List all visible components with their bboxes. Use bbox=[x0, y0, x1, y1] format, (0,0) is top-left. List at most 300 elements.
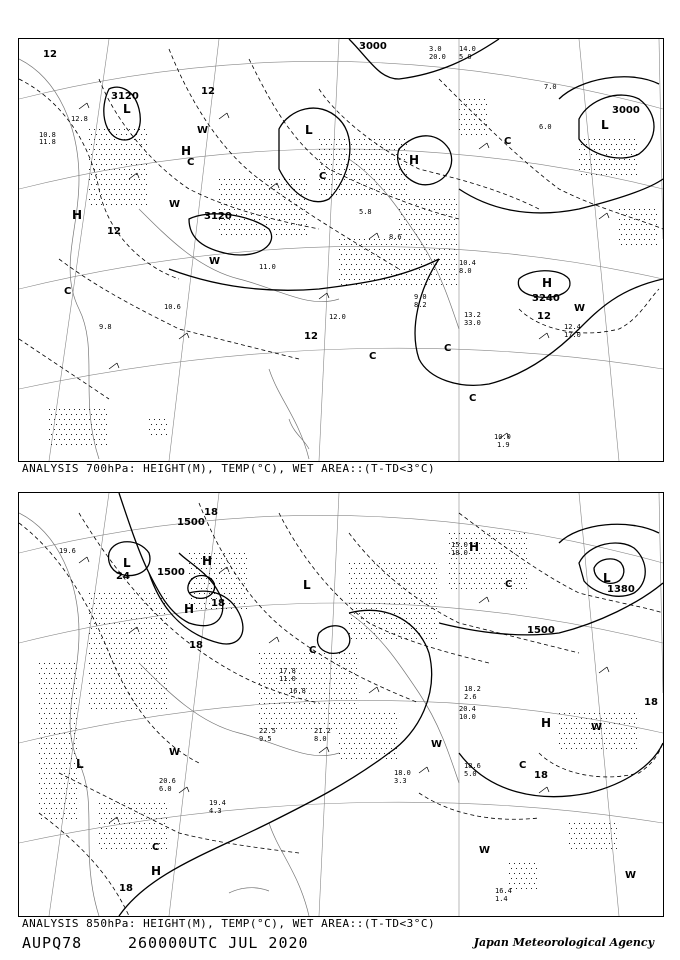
wet-dot bbox=[449, 573, 450, 574]
wet-dot bbox=[454, 219, 455, 220]
wet-dot bbox=[376, 718, 377, 719]
wet-dot bbox=[319, 673, 320, 674]
wet-dot bbox=[246, 204, 247, 205]
wet-dot bbox=[609, 723, 610, 724]
wet-dot bbox=[451, 568, 452, 569]
wet-dot bbox=[351, 578, 352, 579]
wet-dot bbox=[156, 688, 157, 689]
wet-dot bbox=[164, 813, 165, 814]
wet-dot bbox=[326, 708, 327, 709]
wet-dot bbox=[391, 174, 392, 175]
wet-dot bbox=[481, 124, 482, 125]
wet-dot bbox=[369, 179, 370, 180]
wet-dot bbox=[361, 274, 362, 275]
wet-dot bbox=[434, 583, 435, 584]
wet-dot bbox=[121, 668, 122, 669]
wet-dot bbox=[629, 139, 630, 140]
wet-dot bbox=[144, 813, 145, 814]
wet-dot bbox=[61, 668, 62, 669]
wet-dot bbox=[619, 169, 620, 170]
wet-dot bbox=[604, 139, 605, 140]
wet-dot bbox=[439, 239, 440, 240]
wet-dot bbox=[154, 813, 155, 814]
wet-dot bbox=[429, 563, 430, 564]
wet-dot bbox=[341, 194, 342, 195]
wet-dot bbox=[404, 259, 405, 260]
wet-dot bbox=[451, 204, 452, 205]
wet-dot bbox=[424, 583, 425, 584]
wet-dot bbox=[621, 154, 622, 155]
wet-dot bbox=[379, 249, 380, 250]
wet-dot bbox=[326, 688, 327, 689]
wet-dot bbox=[599, 139, 600, 140]
wet-dot bbox=[406, 264, 407, 265]
wet-dot bbox=[69, 663, 70, 664]
wet-dot bbox=[346, 144, 347, 145]
wet-dot bbox=[331, 728, 332, 729]
wet-dot bbox=[471, 538, 472, 539]
wet-dot bbox=[399, 583, 400, 584]
wet-dot bbox=[141, 668, 142, 669]
wet-dot bbox=[134, 633, 135, 634]
wet-dot bbox=[309, 713, 310, 714]
wet-dot bbox=[364, 583, 365, 584]
wet-dot bbox=[449, 259, 450, 260]
station-value: 11.8 bbox=[39, 138, 56, 146]
wet-dot bbox=[474, 129, 475, 130]
wet-dot bbox=[624, 229, 625, 230]
wet-dot bbox=[591, 828, 592, 829]
wet-dot bbox=[611, 738, 612, 739]
wet-dot bbox=[99, 683, 100, 684]
wet-dot bbox=[49, 743, 50, 744]
wet-dot bbox=[619, 159, 620, 160]
wet-dot bbox=[326, 678, 327, 679]
wet-dot bbox=[399, 139, 400, 140]
wet-dot bbox=[286, 698, 287, 699]
wet-dot bbox=[121, 828, 122, 829]
wet-dot bbox=[324, 723, 325, 724]
wet-dot bbox=[451, 254, 452, 255]
wet-dot bbox=[284, 723, 285, 724]
wet-dot bbox=[54, 763, 55, 764]
wet-dot bbox=[144, 643, 145, 644]
wet-dot bbox=[109, 683, 110, 684]
wet-dot bbox=[129, 159, 130, 160]
wet-dot bbox=[246, 558, 247, 559]
height-label: 12 bbox=[304, 331, 318, 342]
wet-dot bbox=[466, 124, 467, 125]
wet-dot bbox=[69, 713, 70, 714]
wet-dot bbox=[319, 663, 320, 664]
wet-dot bbox=[399, 169, 400, 170]
wet-dot bbox=[369, 563, 370, 564]
wet-dot bbox=[356, 568, 357, 569]
wet-dot bbox=[399, 259, 400, 260]
wet-dot bbox=[221, 234, 222, 235]
wet-dot bbox=[324, 693, 325, 694]
wet-dot bbox=[99, 603, 100, 604]
wet-dot bbox=[339, 733, 340, 734]
wet-dot bbox=[194, 573, 195, 574]
wet-dot bbox=[291, 698, 292, 699]
wet-dot bbox=[49, 813, 50, 814]
wet-dot bbox=[609, 139, 610, 140]
wet-dot bbox=[119, 643, 120, 644]
wet-dot bbox=[56, 798, 57, 799]
wet-dot bbox=[564, 723, 565, 724]
wet-dot bbox=[584, 823, 585, 824]
wet-dot bbox=[126, 678, 127, 679]
wet-dot bbox=[459, 129, 460, 130]
wet-dot bbox=[614, 139, 615, 140]
wet-dot bbox=[606, 838, 607, 839]
wet-dot bbox=[164, 663, 165, 664]
wet-dot bbox=[591, 748, 592, 749]
wet-dot bbox=[406, 618, 407, 619]
wet-dot bbox=[99, 823, 100, 824]
wet-dot bbox=[576, 848, 577, 849]
wet-dot bbox=[391, 274, 392, 275]
wet-dot bbox=[109, 633, 110, 634]
wet-dot bbox=[109, 189, 110, 190]
wet-dot bbox=[421, 578, 422, 579]
wet-dot bbox=[526, 888, 527, 889]
station-value: 33.0 bbox=[464, 319, 481, 327]
wet-dot bbox=[366, 284, 367, 285]
wet-dot bbox=[289, 219, 290, 220]
wet-dot bbox=[221, 588, 222, 589]
wet-dot bbox=[401, 144, 402, 145]
wet-dot bbox=[344, 693, 345, 694]
wet-dot bbox=[154, 683, 155, 684]
wet-dot bbox=[96, 164, 97, 165]
wet-dot bbox=[486, 124, 487, 125]
wet-dot bbox=[404, 613, 405, 614]
wet-dot bbox=[364, 563, 365, 564]
wet-dot bbox=[634, 229, 635, 230]
wet-dot bbox=[279, 663, 280, 664]
wet-dot bbox=[521, 578, 522, 579]
wet-dot bbox=[126, 144, 127, 145]
wet-dot bbox=[356, 274, 357, 275]
wet-dot bbox=[406, 224, 407, 225]
wet-dot bbox=[599, 733, 600, 734]
wet-dot bbox=[136, 144, 137, 145]
wet-dot bbox=[149, 703, 150, 704]
wet-dot bbox=[96, 688, 97, 689]
wet-dot bbox=[306, 194, 307, 195]
wet-dot bbox=[356, 588, 357, 589]
wet-dot bbox=[266, 214, 267, 215]
wet-dot bbox=[326, 668, 327, 669]
wet-dot bbox=[311, 718, 312, 719]
cold-marker: C bbox=[504, 136, 512, 147]
wet-dot bbox=[266, 668, 267, 669]
wet-dot bbox=[124, 833, 125, 834]
wet-dot bbox=[516, 548, 517, 549]
wet-dot bbox=[439, 279, 440, 280]
wet-dot bbox=[379, 623, 380, 624]
wet-dot bbox=[139, 643, 140, 644]
wet-dot bbox=[304, 229, 305, 230]
wet-dot bbox=[619, 229, 620, 230]
wet-dot bbox=[376, 578, 377, 579]
wet-dot bbox=[359, 159, 360, 160]
wet-dot bbox=[154, 833, 155, 834]
wet-dot bbox=[46, 738, 47, 739]
wet-dot bbox=[54, 683, 55, 684]
wet-dot bbox=[621, 144, 622, 145]
wet-dot bbox=[189, 563, 190, 564]
wet-dot bbox=[69, 793, 70, 794]
wet-dot bbox=[431, 224, 432, 225]
wet-dot bbox=[106, 638, 107, 639]
height-label: 3120 bbox=[204, 211, 232, 222]
wet-dot bbox=[129, 803, 130, 804]
wet-dot bbox=[316, 688, 317, 689]
wet-dot bbox=[161, 828, 162, 829]
wet-dot bbox=[114, 803, 115, 804]
wet-dot bbox=[89, 129, 90, 130]
wet-dot bbox=[246, 568, 247, 569]
wet-dot bbox=[89, 189, 90, 190]
wet-dot bbox=[616, 828, 617, 829]
station-value: 12.0 bbox=[329, 313, 346, 321]
wet-dot bbox=[56, 758, 57, 759]
wet-dot bbox=[114, 833, 115, 834]
wet-dot bbox=[594, 713, 595, 714]
height-label: 3120 bbox=[111, 91, 139, 102]
wet-dot bbox=[96, 638, 97, 639]
station-value: 17.8 bbox=[279, 667, 296, 675]
wet-dot bbox=[101, 638, 102, 639]
wet-dot bbox=[426, 214, 427, 215]
wet-dot bbox=[159, 603, 160, 604]
wet-dot bbox=[41, 788, 42, 789]
wet-dot bbox=[166, 648, 167, 649]
wet-dot bbox=[351, 588, 352, 589]
wet-dot bbox=[376, 264, 377, 265]
wet-dot bbox=[321, 688, 322, 689]
wet-dot bbox=[266, 678, 267, 679]
wet-dot bbox=[276, 234, 277, 235]
wet-dot bbox=[584, 149, 585, 150]
wet-dot bbox=[356, 164, 357, 165]
wet-dot bbox=[81, 444, 82, 445]
wet-dot bbox=[141, 828, 142, 829]
wet-dot bbox=[376, 244, 377, 245]
wet-dot bbox=[391, 254, 392, 255]
wet-dot bbox=[159, 633, 160, 634]
wet-dot bbox=[131, 648, 132, 649]
wet-dot bbox=[89, 159, 90, 160]
wet-dot bbox=[139, 693, 140, 694]
wet-dot bbox=[461, 568, 462, 569]
wet-dot bbox=[586, 728, 587, 729]
wet-dot bbox=[59, 683, 60, 684]
wet-dot bbox=[329, 169, 330, 170]
wet-dot bbox=[314, 693, 315, 694]
wet-dot bbox=[101, 444, 102, 445]
wet-dot bbox=[286, 204, 287, 205]
wet-dot bbox=[399, 279, 400, 280]
wet-dot bbox=[489, 573, 490, 574]
wet-dot bbox=[379, 573, 380, 574]
wet-dot bbox=[66, 708, 67, 709]
wet-dot bbox=[346, 688, 347, 689]
wet-dot bbox=[466, 134, 467, 135]
wet-dot bbox=[139, 823, 140, 824]
low-center: L bbox=[305, 123, 313, 137]
wet-dot bbox=[341, 758, 342, 759]
wet-dot bbox=[114, 159, 115, 160]
wet-dot bbox=[134, 653, 135, 654]
wet-dot bbox=[164, 843, 165, 844]
wet-dot bbox=[126, 134, 127, 135]
wet-dot bbox=[41, 758, 42, 759]
wet-dot bbox=[611, 838, 612, 839]
wet-dot bbox=[276, 214, 277, 215]
wet-dot bbox=[614, 159, 615, 160]
wet-dot bbox=[344, 139, 345, 140]
wet-dot bbox=[234, 229, 235, 230]
wet-dot bbox=[104, 673, 105, 674]
wet-dot bbox=[636, 728, 637, 729]
wet-dot bbox=[516, 878, 517, 879]
wet-dot bbox=[56, 414, 57, 415]
wet-dot bbox=[351, 728, 352, 729]
wet-dot bbox=[374, 593, 375, 594]
wet-dot bbox=[459, 119, 460, 120]
wet-dot bbox=[429, 269, 430, 270]
wet-dot bbox=[616, 154, 617, 155]
wet-dot bbox=[354, 139, 355, 140]
wet-dot bbox=[484, 109, 485, 110]
wet-dot bbox=[261, 184, 262, 185]
wet-dot bbox=[136, 668, 137, 669]
wet-dot bbox=[164, 419, 165, 420]
wet-dot bbox=[621, 244, 622, 245]
wet-dot bbox=[566, 728, 567, 729]
wet-dot bbox=[406, 588, 407, 589]
wet-dot bbox=[391, 598, 392, 599]
wet-dot bbox=[344, 653, 345, 654]
wet-dot bbox=[56, 434, 57, 435]
wet-dot bbox=[419, 249, 420, 250]
wet-dot bbox=[421, 568, 422, 569]
wet-dot bbox=[511, 548, 512, 549]
wet-dot bbox=[341, 658, 342, 659]
wet-dot bbox=[371, 628, 372, 629]
wet-dot bbox=[361, 738, 362, 739]
wet-dot bbox=[101, 174, 102, 175]
wet-dot bbox=[486, 588, 487, 589]
wet-dot bbox=[414, 199, 415, 200]
wet-dot bbox=[66, 788, 67, 789]
wet-dot bbox=[411, 214, 412, 215]
wet-dot bbox=[379, 169, 380, 170]
wet-dot bbox=[49, 693, 50, 694]
wet-dot bbox=[94, 603, 95, 604]
wet-dot bbox=[456, 204, 457, 205]
wet-dot bbox=[386, 598, 387, 599]
station-value: 18.6 bbox=[464, 762, 481, 770]
wet-dot bbox=[366, 608, 367, 609]
wet-dot bbox=[621, 728, 622, 729]
wet-dot bbox=[124, 169, 125, 170]
wet-dot bbox=[161, 708, 162, 709]
wet-dot bbox=[521, 548, 522, 549]
wet-dot bbox=[356, 184, 357, 185]
wet-dot bbox=[394, 713, 395, 714]
wet-dot bbox=[249, 229, 250, 230]
wet-dot bbox=[456, 588, 457, 589]
wet-dot bbox=[299, 713, 300, 714]
wet-dot bbox=[149, 653, 150, 654]
wet-dot bbox=[441, 234, 442, 235]
wet-dot bbox=[119, 823, 120, 824]
wet-dot bbox=[601, 718, 602, 719]
wet-dot bbox=[89, 439, 90, 440]
wet-dot bbox=[111, 184, 112, 185]
wet-dot bbox=[491, 538, 492, 539]
wet-dot bbox=[559, 733, 560, 734]
wet-dot bbox=[104, 703, 105, 704]
wet-dot bbox=[56, 788, 57, 789]
wet-dot bbox=[119, 693, 120, 694]
wet-dot bbox=[144, 663, 145, 664]
wet-dot bbox=[291, 658, 292, 659]
wet-dot bbox=[144, 159, 145, 160]
wet-dot bbox=[76, 728, 77, 729]
wet-dot bbox=[116, 204, 117, 205]
wet-dot bbox=[299, 663, 300, 664]
wet-dot bbox=[366, 164, 367, 165]
wet-dot bbox=[341, 748, 342, 749]
wet-dot bbox=[234, 593, 235, 594]
wet-dot bbox=[126, 828, 127, 829]
wet-dot bbox=[401, 254, 402, 255]
wet-dot bbox=[329, 149, 330, 150]
wet-dot bbox=[634, 239, 635, 240]
wet-dot bbox=[306, 214, 307, 215]
wet-dot bbox=[246, 598, 247, 599]
wet-dot bbox=[376, 748, 377, 749]
wet-dot bbox=[41, 768, 42, 769]
wet-dot bbox=[114, 813, 115, 814]
wet-dot bbox=[89, 199, 90, 200]
wet-dot bbox=[626, 244, 627, 245]
wet-dot bbox=[476, 114, 477, 115]
wet-dot bbox=[256, 204, 257, 205]
wet-dot bbox=[46, 758, 47, 759]
wet-dot bbox=[624, 209, 625, 210]
wet-dot bbox=[121, 134, 122, 135]
wet-dot bbox=[226, 568, 227, 569]
wet-dot bbox=[449, 199, 450, 200]
wet-dot bbox=[234, 199, 235, 200]
wet-dot bbox=[371, 578, 372, 579]
wet-dot bbox=[234, 553, 235, 554]
wet-dot bbox=[596, 848, 597, 849]
wet-dot bbox=[524, 583, 525, 584]
wet-dot bbox=[426, 254, 427, 255]
wet-dot bbox=[419, 279, 420, 280]
wet-dot bbox=[386, 254, 387, 255]
wet-dot bbox=[631, 244, 632, 245]
wet-dot bbox=[61, 788, 62, 789]
